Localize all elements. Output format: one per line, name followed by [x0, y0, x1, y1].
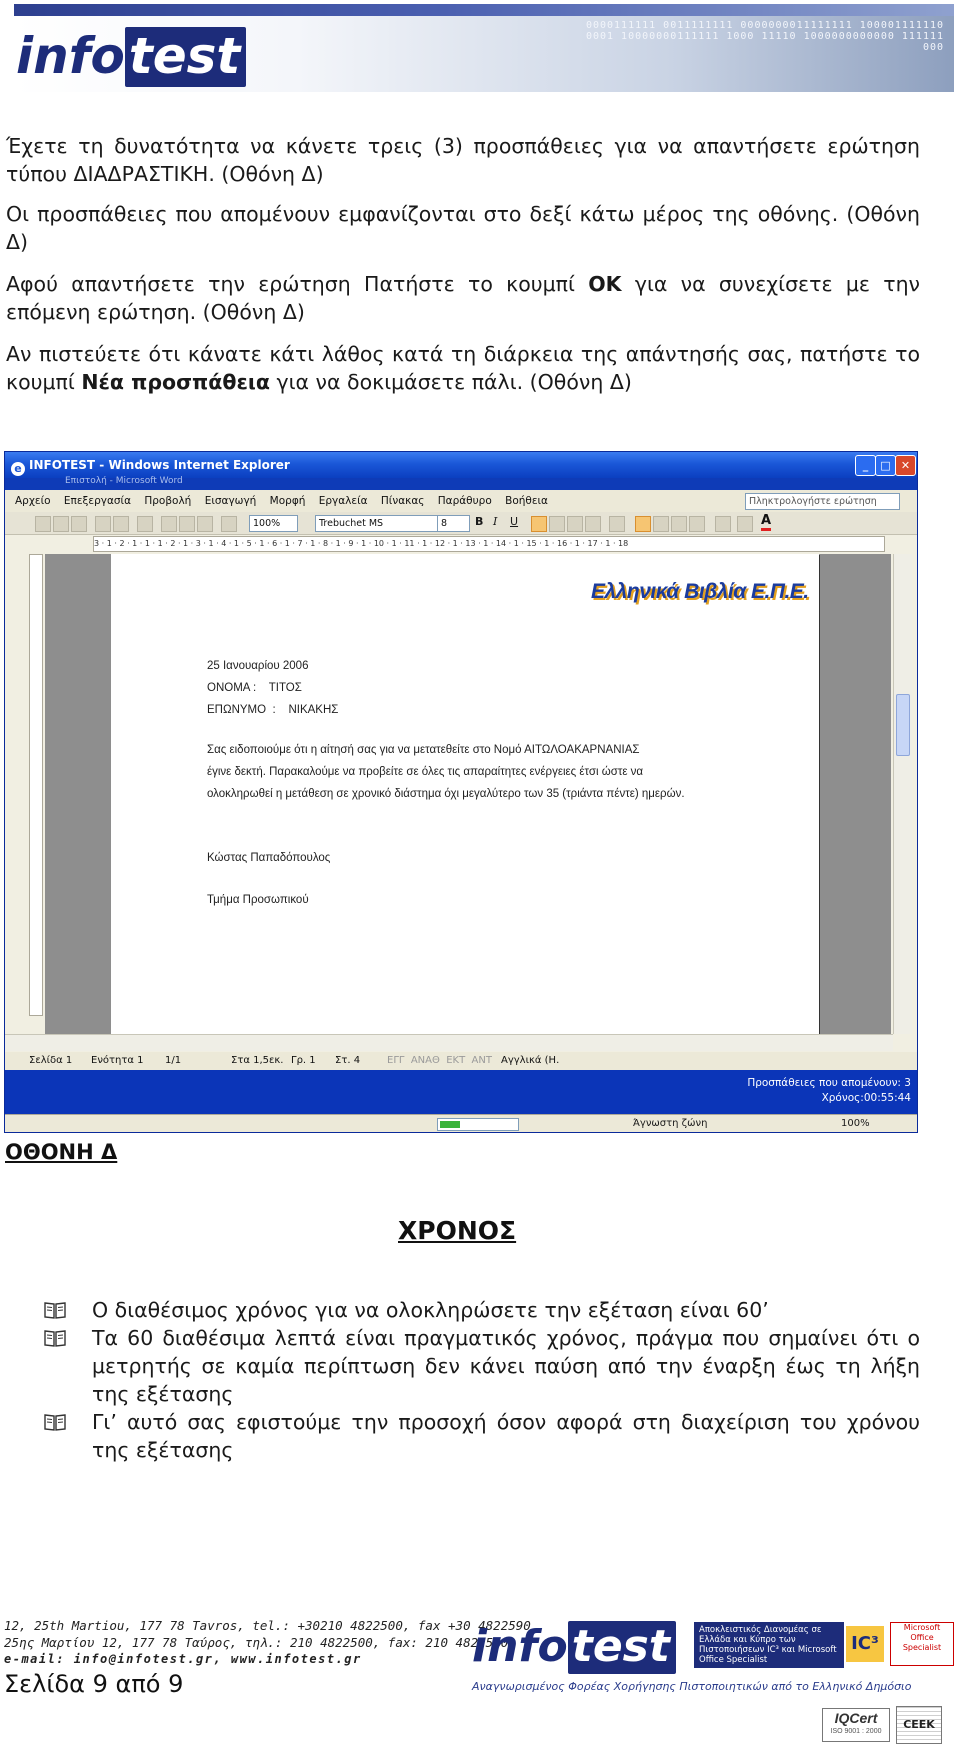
iqcert-logo: IQCert ISO 9001 : 2000	[822, 1708, 890, 1742]
print-icon[interactable]	[95, 516, 111, 532]
border-icon[interactable]	[715, 516, 731, 532]
footer-address-gr: 25ης Μαρτίου 12, 177 78 Ταύρος, τηλ.: 210 4822500, fax: 210 4822590	[4, 1635, 509, 1650]
font-select[interactable]: Trebuchet MS	[315, 515, 438, 532]
letter-surname: ΕΠΩΝΥΜΟ : ΝΙΚΑΚΗΣ	[207, 704, 339, 716]
status-section: Ενότητα 1	[91, 1055, 144, 1066]
book-icon	[44, 1300, 66, 1320]
spelling-icon[interactable]	[137, 516, 153, 532]
underline-button[interactable]: U	[510, 515, 519, 528]
time-bullet-1: Ο διαθέσιμος χρόνος για να ολοκληρώσετε την εξέταση είναι 60’	[92, 1298, 769, 1322]
ie-zone: Άγνωστη ζώνη	[633, 1118, 708, 1129]
book-icon	[44, 1412, 66, 1432]
mos-logo: Microsoft Office Specialist	[890, 1622, 954, 1666]
ie-status-bar	[5, 1114, 917, 1133]
menu-table[interactable]: Πίνακας	[380, 495, 425, 507]
exam-status-band	[5, 1070, 917, 1114]
header-banner	[14, 4, 954, 92]
ie-title-bar	[5, 452, 917, 478]
status-line: Γρ. 1	[291, 1055, 316, 1066]
exam-screenshot	[4, 451, 918, 1133]
italic-button[interactable]: I	[493, 515, 498, 528]
letter-body-2: έγινε δεκτή. Παρακαλούμε να προβείτε σε όλες τις απαραίτητες ενέργειες έτσι ώστε να	[207, 766, 644, 778]
word-menu-bar	[5, 490, 917, 512]
footer-infotest-logo: infotest	[472, 1620, 676, 1674]
align-center-icon[interactable]	[549, 516, 565, 532]
remaining-attempts: Προσπάθειες που απομένουν: 3	[747, 1077, 911, 1089]
intro-paragraph-3: Αφού απαντήσετε την ερώτηση Πατήστε το κουμπί ΟΚ για να συνεχίσετε με την επόμενη ερώτηση. (Οθόνη Δ)	[6, 272, 921, 324]
word-title-bar	[5, 478, 917, 490]
help-question-input[interactable]: Πληκτρολογήστε ερώτηση	[745, 493, 900, 510]
horizontal-scrollbar[interactable]	[5, 1034, 893, 1051]
cut-icon[interactable]	[161, 516, 177, 532]
letter-page	[111, 554, 819, 1034]
bold-button[interactable]: B	[475, 515, 484, 528]
word-window-title: Επιστολή - Microsoft Word	[65, 476, 183, 486]
ie-zoom[interactable]: 100%	[841, 1118, 870, 1129]
menu-view[interactable]: Προβολή	[144, 495, 192, 507]
word-toolbar	[5, 512, 917, 535]
menu-tools[interactable]: Εργαλεία	[318, 495, 368, 507]
intro-paragraph-1: Έχετε τη δυνατότητα να κάνετε τρεις (3) προσπάθειες για να απαντήσετε ερώτηση τύπου ΔΙΑΔΡΑΣΤΙΚΗ. (Οθόνη Δ)	[6, 134, 920, 186]
vertical-ruler	[29, 554, 43, 1016]
letter-body-1: Σας ειδοποιούμε ότι η αίτησή σας για να μετατεθείτε στο Νομό ΑΙΤΩΛΟΑΚΑΡΝΑΝΙΑΣ	[207, 744, 640, 756]
zoom-select[interactable]: 100%	[249, 515, 298, 532]
menu-window[interactable]: Παράθυρο	[437, 495, 492, 507]
time-bullet-2: Τα 60 διαθέσιμα λεπτά είναι πραγματικός χρόνος, πράγμα που σημαίνει ότι ο μετρητής σε καμία περίπτωση δεν κάνει παύση από την έναρξη έως τη λήξη της εξέτασης	[92, 1326, 920, 1406]
align-left-icon[interactable]	[531, 516, 547, 532]
distributor-badge: Αποκλειστικός Διανομέας σε Ελλάδα και Κύπρο των Πιστοποιήσεων IC³ και Microsoft Office Specialist	[694, 1622, 844, 1668]
letter-name: ΟΝΟΜΑ : ΤΙΤΟΣ	[207, 682, 302, 694]
screen-label: ΟΘΟΝΗ Δ	[5, 1140, 118, 1164]
horizontal-ruler: 3 · 1 · 2 · 1 · 1 · 1 · 2 · 1 · 3 · 1 · 4 · 1 · 5 · 1 · 6 · 1 · 7 · 1 · 8 · 1 · 9 · 1 · 10 · 1 · 11 · 1 · 12 · 1 · 13 · 1 · 14 · 1 · 15 · 1 · 16 · 1 · 17 · 1 · 18	[93, 536, 885, 552]
align-right-icon[interactable]	[567, 516, 583, 532]
binary-decoration: 0000111111 0011111111 0000000011111111 1000011111100001 10000000111111 1000 11110 1000000000000 111111000	[585, 20, 944, 53]
letter-department: Τμήμα Προσωπικού	[207, 894, 309, 906]
numbering-icon[interactable]	[635, 516, 651, 532]
status-flags: ΕΓΓ ΑΝΑΘ ΕΚΤ ΑΝΤ	[387, 1055, 492, 1066]
vertical-scrollbar[interactable]	[893, 554, 912, 1034]
font-color-icon[interactable]: A	[761, 514, 771, 531]
open-icon[interactable]	[53, 516, 69, 532]
line-spacing-icon[interactable]	[609, 516, 625, 532]
ceek-logo: CEEK	[896, 1706, 942, 1744]
status-column: Στ. 4	[335, 1055, 361, 1066]
ie-progress-bar	[437, 1118, 519, 1131]
footer-email[interactable]: e-mail: info@infotest.gr, www.infotest.gr	[4, 1652, 362, 1666]
status-pages: 1/1	[165, 1055, 182, 1066]
bullets-icon[interactable]	[653, 516, 669, 532]
company-logo: Ελληνικά Βιβλία Ε.Π.Ε.	[591, 580, 809, 603]
status-position: Στα 1,5εκ.	[231, 1055, 284, 1066]
decrease-indent-icon[interactable]	[671, 516, 687, 532]
retry-button-name: Νέα προσπάθεια	[81, 370, 270, 394]
ok-button-name: ΟΚ	[588, 272, 622, 296]
undo-icon[interactable]	[221, 516, 237, 532]
menu-edit[interactable]: Επεξεργασία	[63, 495, 132, 507]
exam-info	[747, 1076, 911, 1106]
save-icon[interactable]	[71, 516, 87, 532]
letter-body-3: ολοκληρωθεί η μετάθεση σε χρονικό διάστημα όχι μεγαλύτερο των 35 (τριάντα πέντε) ημερών.	[207, 788, 685, 800]
ie-logo-icon: e	[11, 462, 25, 476]
scroll-thumb[interactable]	[896, 694, 910, 756]
paste-icon[interactable]	[197, 516, 213, 532]
status-page: Σελίδα 1	[29, 1055, 73, 1066]
infotest-logo: infotest	[16, 26, 246, 86]
menu-file[interactable]: Αρχείο	[15, 495, 51, 507]
font-size-select[interactable]: 8	[437, 515, 470, 532]
letter-date: 25 Ιανουαρίου 2006	[207, 660, 309, 672]
book-icon	[44, 1328, 66, 1348]
close-button[interactable]: ✕	[895, 455, 916, 476]
footer-address-en: 12, 25th Martiou, 177 78 Tavros, tel.: +30210 4822500, fax +30 4822590	[4, 1618, 531, 1633]
ie-window-title: INFOTEST - Windows Internet Explorer	[29, 458, 290, 472]
menu-format[interactable]: Μορφή	[269, 495, 306, 507]
word-status-bar	[5, 1052, 917, 1070]
copy-icon[interactable]	[179, 516, 195, 532]
page-number: Σελίδα 9 από 9	[4, 1670, 184, 1698]
exam-timer: Χρόνος:00:55:44	[821, 1092, 911, 1104]
footer-slogan: Αναγνωρισμένος Φορέας Χορήγησης Πιστοποιητικών από το Ελληνικό Δημόσιο	[472, 1680, 912, 1693]
new-icon[interactable]	[35, 516, 51, 532]
menu-help[interactable]: Βοήθεια	[505, 495, 548, 507]
minimize-button[interactable]: _	[855, 455, 876, 476]
intro-paragraph-2: Οι προσπάθειες που απομένουν εμφανίζονται στο δεξί κάτω μέρος της οθόνης. (Οθόνη Δ)	[6, 202, 920, 254]
status-language: Αγγλικά (Η.	[501, 1055, 560, 1066]
menu-insert[interactable]: Εισαγωγή	[204, 495, 257, 507]
maximize-button[interactable]: □	[875, 455, 896, 476]
letter-signature: Κώστας Παπαδόπουλος	[207, 852, 331, 864]
highlight-icon[interactable]	[737, 516, 753, 532]
ic3-logo: IC³	[846, 1626, 884, 1662]
preview-icon[interactable]	[113, 516, 129, 532]
justify-icon[interactable]	[585, 516, 601, 532]
increase-indent-icon[interactable]	[689, 516, 705, 532]
intro-paragraph-4: Αν πιστεύετε ότι κάνατε κάτι λάθος κατά τη διάρκεια της απάντησής σας, πατήστε το κουμπί Νέα προσπάθεια για να δοκιμάσετε πάλι. (Οθόνη Δ)	[6, 342, 920, 394]
time-bullet-3: Γι’ αυτό σας εφιστούμε την προσοχή όσον αφορά στη διαχείριση του χρόνου της εξέτασης	[92, 1410, 920, 1462]
time-section-title: ΧΡΟΝΟΣ	[398, 1216, 517, 1245]
document-area	[45, 554, 891, 1034]
